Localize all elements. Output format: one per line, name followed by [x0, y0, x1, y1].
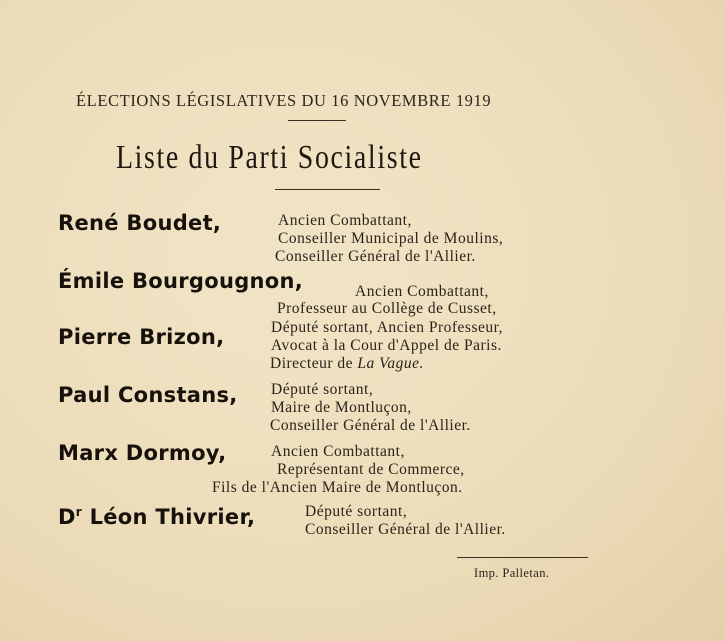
candidate-name-text: Léon Thivrier, — [89, 505, 256, 529]
candidate-line: Représentant de Commerce, — [277, 461, 465, 478]
candidate-line: Conseiller Municipal de Moulins, — [278, 230, 504, 247]
title-rule — [275, 189, 380, 190]
candidate-line: Conseiller Général de l'Allier. — [305, 521, 506, 538]
candidate-line: Ancien Combattant, — [278, 212, 412, 229]
title-superscript: r — [75, 505, 82, 519]
candidate-line-text: Directeur de — [270, 355, 354, 372]
candidate-name — [58, 505, 255, 529]
election-header: ÉLECTIONS LÉGISLATIVES DU 16 NOVEMBRE 1919 — [76, 91, 492, 110]
candidate-line: Député sortant, — [305, 503, 408, 520]
candidate-line: Ancien Combattant, — [271, 443, 405, 460]
candidate-line: Député sortant, Ancien Professeur, — [271, 319, 504, 336]
candidate-line: Conseiller Général de l'Allier. — [270, 417, 471, 434]
candidate-line: Député sortant, — [271, 381, 374, 398]
candidate-line: Conseiller Général de l'Allier. — [275, 248, 476, 265]
newspaper-title: La Vague. — [357, 355, 424, 372]
printer-credit: Imp. Palletan. — [474, 566, 550, 580]
candidate-line: Maire de Montluçon, — [271, 399, 412, 416]
candidate-name: Pierre Brizon, — [58, 325, 225, 349]
footer-rule — [457, 557, 588, 558]
candidate-line: Fils de l'Ancien Maire de Montluçon. — [212, 479, 463, 496]
candidate-name: Marx Dormoy, — [58, 441, 227, 465]
candidate-line: Professeur au Collège de Cusset, — [277, 300, 497, 317]
candidate-line: Avocat à la Cour d'Appel de Paris. — [271, 337, 502, 354]
candidate-name: Paul Constans, — [58, 383, 238, 407]
title-prefix: D — [58, 505, 76, 529]
document-title: Liste du Parti Socialiste — [116, 139, 423, 176]
candidate-name: René Boudet, — [58, 211, 222, 235]
ornament-rule — [288, 120, 346, 121]
candidate-line — [270, 355, 424, 373]
candidate-line: Ancien Combattant, — [355, 283, 489, 300]
candidate-name: Émile Bourgougnon, — [58, 269, 304, 293]
